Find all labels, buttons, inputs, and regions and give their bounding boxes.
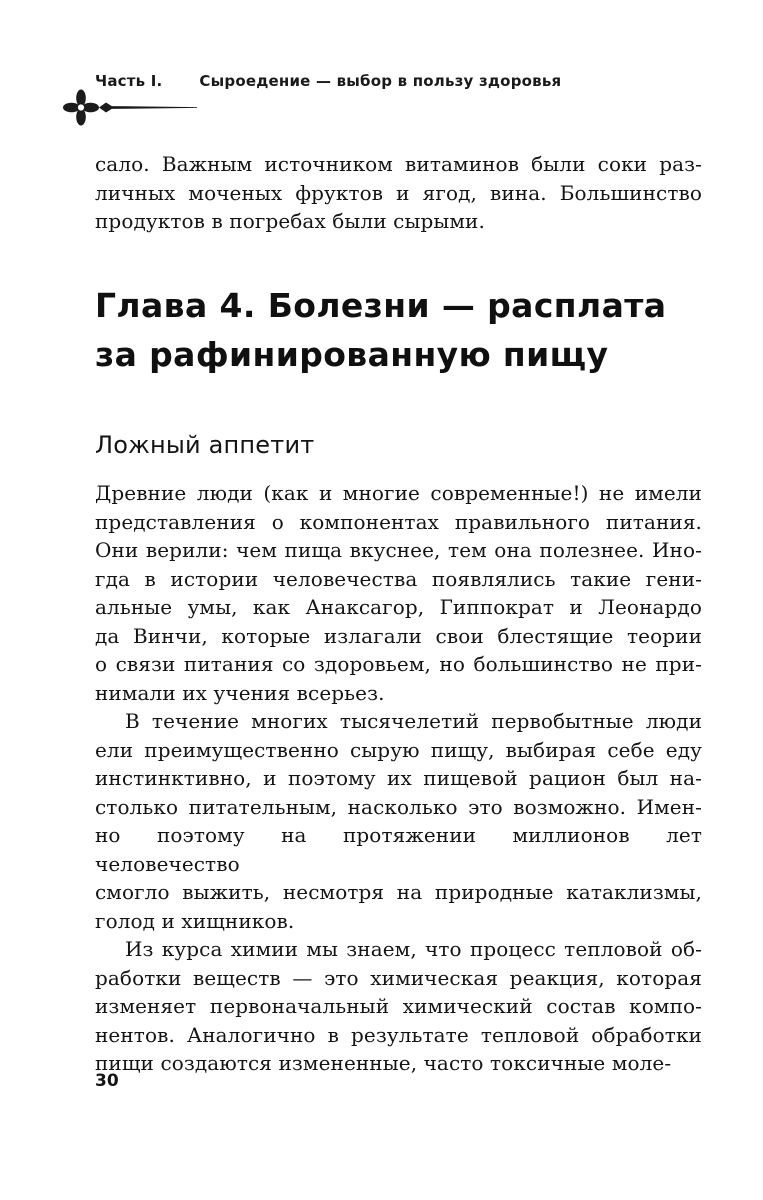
text-line: о связи питания со здоровьем, но большинство не при- <box>95 652 702 676</box>
chapter-title <box>95 281 725 379</box>
text-line: пищи создаются измененные, часто токсичные моле- <box>95 1051 672 1075</box>
text-line: продуктов в погребах были сырыми. <box>95 209 485 233</box>
text-line: личных моченых фруктов и ягод, вина. Большинство <box>95 180 702 205</box>
paragraph-1 <box>95 479 702 707</box>
text-line: ели преимущественно сырую пищу, выбирая себе еду <box>95 737 702 762</box>
chapter-title-line-2: за рафинированную пищу <box>95 335 609 374</box>
text-line: голод и хищников. <box>95 908 295 933</box>
body-text <box>95 479 702 1078</box>
text-line: сало. Важным источником витаминов были соки раз- <box>95 152 702 176</box>
chapter-title-line-1: Глава 4. Болезни — расплата <box>95 286 667 325</box>
text-line: изменяет первоначальный химический состав компо- <box>95 994 702 1018</box>
continuation-paragraph <box>95 150 702 236</box>
text-line: представления о компонентах правильного питания. <box>95 509 702 534</box>
paragraph-3 <box>95 935 702 1078</box>
section-title: Ложный аппетит <box>95 431 315 459</box>
text-line: В течение многих тысячелетий первобытные люди <box>125 709 702 733</box>
text-line: нентов. Аналогично в результате тепловой обработки <box>95 1022 702 1047</box>
part-label: Часть I. <box>95 72 163 90</box>
paragraph-2 <box>95 707 702 935</box>
text-line: Из курса химии мы знаем, что процесс тепловой об- <box>125 937 702 961</box>
fleuron-flower-divider-icon <box>54 87 199 129</box>
part-title: Сыроедение — выбор в пользу здоровья <box>199 72 562 90</box>
text-line: альные умы, как Анаксагор, Гиппократ и Леонардо <box>95 595 702 619</box>
text-line: Древние люди (как и многие современные!) не имели <box>95 481 702 505</box>
text-line: столько питательным, насколько это возможно. Имен- <box>95 794 702 819</box>
text-line: работки веществ — это химическая реакция, которая <box>95 965 702 990</box>
page-number: 30 <box>95 1071 119 1091</box>
text-line: нимали их учения всерьез. <box>95 680 385 705</box>
text-line: инстинктивно, и поэтому их пищевой рацион был на- <box>95 766 702 790</box>
text-line: гда в истории человечества появлялись такие гени- <box>95 566 702 591</box>
text-line: но поэтому на протяжении миллионов лет человечество <box>95 823 702 876</box>
text-line: смогло выжить, несмотря на природные катаклизмы, <box>95 880 702 904</box>
text-line: Они верили: чем пища вкуснее, тем она полезнее. Ино- <box>95 538 702 562</box>
text-line: да Винчи, которые излагали свои блестящие теории <box>95 623 702 648</box>
